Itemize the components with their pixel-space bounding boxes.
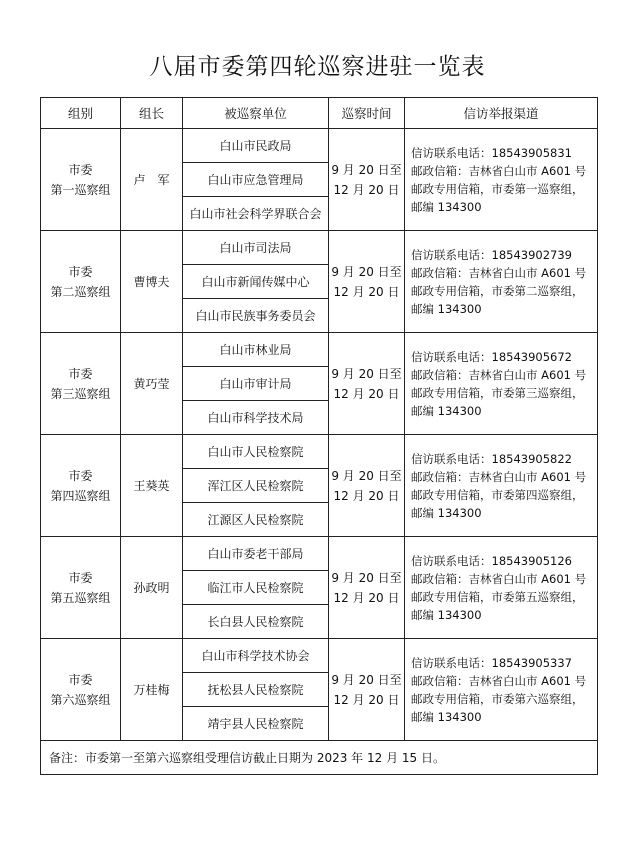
- mailbox-line-2: 邮政专用信箱，市委第五巡察组，: [411, 589, 584, 604]
- mailbox-line: 邮政信箱：吉林省白山市 A601 号: [411, 673, 587, 688]
- time-end: 12 月 20 日: [333, 386, 400, 401]
- inspected-unit: 临江市人民检察院: [183, 571, 328, 605]
- inspection-time: [329, 333, 405, 435]
- group-name-line2: 第三巡察组: [50, 386, 111, 401]
- time-start: 9 月 20 日至: [331, 468, 402, 483]
- inspected-unit: 白山市科学技术局: [207, 410, 304, 425]
- group-leader: 孙政明: [121, 537, 183, 639]
- mailbox-line-2: 邮政专用信箱，市委第一巡察组，: [411, 181, 584, 196]
- postcode-line: 邮编 134300: [411, 709, 482, 724]
- phone-line: 信访联系电话：18543905831: [411, 145, 572, 160]
- note-row: [41, 741, 598, 775]
- group-leader: 王葵英: [121, 435, 183, 537]
- inspected-unit: 浑江区人民检察院: [183, 469, 328, 503]
- time-end: 12 月 20 日: [333, 284, 400, 299]
- postcode-line: 邮编 134300: [411, 301, 482, 316]
- table-row: [41, 639, 598, 741]
- inspected-unit: 白山市科学技术协会: [183, 639, 328, 673]
- table-row: [41, 333, 598, 435]
- inspected-unit: 抚松县人民检察院: [183, 673, 328, 707]
- time-start: 9 月 20 日至: [331, 162, 402, 177]
- inspected-units: [183, 129, 329, 231]
- group-name-line1: 市委: [68, 672, 93, 687]
- group-leader: 曹博夫: [121, 231, 183, 333]
- group-name-line1: 市委: [68, 366, 93, 381]
- report-channels: [405, 129, 598, 231]
- group-name-line1: 市委: [68, 264, 93, 279]
- group-name-line2: 第一巡察组: [50, 182, 111, 197]
- postcode-line: 邮编 134300: [411, 607, 482, 622]
- inspected-unit: 白山市应急管理局: [183, 163, 328, 197]
- inspected-units: [183, 435, 329, 537]
- report-channels: [405, 435, 598, 537]
- mailbox-line: 邮政信箱：吉林省白山市 A601 号: [411, 469, 587, 484]
- group-leader: 万桂梅: [121, 639, 183, 741]
- inspection-time: [329, 537, 405, 639]
- postcode-line: 邮编 134300: [411, 199, 482, 214]
- inspection-table: [40, 97, 598, 775]
- mailbox-line-2: 邮政专用信箱，市委第四巡察组，: [411, 487, 584, 502]
- group-name-line2: 第五巡察组: [50, 590, 111, 605]
- group-name-line2: 第四巡察组: [50, 488, 111, 503]
- inspected-units: [183, 231, 329, 333]
- group-name: [41, 537, 121, 639]
- header-group: 组别: [41, 98, 121, 129]
- inspected-unit: 江源区人民检察院: [207, 512, 304, 527]
- group-name-line1: 市委: [68, 468, 93, 483]
- inspected-unit: 白山市委老干部局: [183, 537, 328, 571]
- group-name: [41, 435, 121, 537]
- time-start: 9 月 20 日至: [331, 366, 402, 381]
- table-row: [41, 231, 598, 333]
- mailbox-line: 邮政信箱：吉林省白山市 A601 号: [411, 571, 587, 586]
- group-leader: 卢 军: [121, 129, 183, 231]
- mailbox-line-2: 邮政专用信箱，市委第三巡察组，: [411, 385, 584, 400]
- header-units: 被巡察单位: [183, 98, 329, 129]
- group-name-line2: 第六巡察组: [50, 692, 111, 707]
- group-name-line1: 市委: [68, 162, 93, 177]
- phone-line: 信访联系电话：18543905822: [411, 451, 572, 466]
- inspected-unit: 白山市司法局: [183, 231, 328, 265]
- mailbox-line-2: 邮政专用信箱，市委第六巡察组，: [411, 691, 584, 706]
- group-leader: 黄巧莹: [121, 333, 183, 435]
- inspected-unit: 白山市林业局: [183, 333, 328, 367]
- mailbox-line: 邮政信箱：吉林省白山市 A601 号: [411, 163, 587, 178]
- header-channels: 信访举报渠道: [405, 98, 598, 129]
- group-name: [41, 639, 121, 741]
- table-row: [41, 537, 598, 639]
- phone-line: 信访联系电话：18543905126: [411, 553, 572, 568]
- header-time: 巡察时间: [329, 98, 405, 129]
- table-row: [41, 435, 598, 537]
- inspected-unit: 白山市人民检察院: [183, 435, 328, 469]
- inspected-unit: 白山市新闻传媒中心: [183, 265, 328, 299]
- table-row: [41, 129, 598, 231]
- inspected-units: [183, 333, 329, 435]
- inspected-unit: 白山市社会科学界联合会: [189, 206, 322, 221]
- header-row: [41, 98, 598, 129]
- time-end: 12 月 20 日: [333, 692, 400, 707]
- header-leader: 组长: [121, 98, 183, 129]
- group-name: [41, 231, 121, 333]
- inspected-units: [183, 639, 329, 741]
- report-channels: [405, 231, 598, 333]
- postcode-line: 邮编 134300: [411, 403, 482, 418]
- inspected-unit: 长白县人民检察院: [207, 614, 304, 629]
- group-name-line1: 市委: [68, 570, 93, 585]
- group-name-line2: 第二巡察组: [50, 284, 111, 299]
- page-title: 八届市委第四轮巡察进驻一览表: [149, 54, 486, 80]
- mailbox-line: 邮政信箱：吉林省白山市 A601 号: [411, 367, 587, 382]
- report-channels: [405, 639, 598, 741]
- group-name: [41, 129, 121, 231]
- phone-line: 信访联系电话：18543905337: [411, 655, 572, 670]
- inspection-time: [329, 639, 405, 741]
- postcode-line: 邮编 134300: [411, 505, 482, 520]
- time-start: 9 月 20 日至: [331, 264, 402, 279]
- inspection-time: [329, 435, 405, 537]
- inspected-unit: 靖宇县人民检察院: [207, 716, 304, 731]
- phone-line: 信访联系电话：18543902739: [411, 247, 572, 262]
- phone-line: 信访联系电话：18543905672: [411, 349, 572, 364]
- group-name: [41, 333, 121, 435]
- inspection-time: [329, 231, 405, 333]
- time-start: 9 月 20 日至: [331, 570, 402, 585]
- mailbox-line: 邮政信箱：吉林省白山市 A601 号: [411, 265, 587, 280]
- mailbox-line-2: 邮政专用信箱，市委第二巡察组，: [411, 283, 584, 298]
- report-channels: [405, 537, 598, 639]
- time-start: 9 月 20 日至: [331, 672, 402, 687]
- time-end: 12 月 20 日: [333, 182, 400, 197]
- report-channels: [405, 333, 598, 435]
- time-end: 12 月 20 日: [333, 590, 400, 605]
- inspected-unit: 白山市审计局: [183, 367, 328, 401]
- inspection-time: [329, 129, 405, 231]
- inspected-unit: 白山市民政局: [183, 129, 328, 163]
- inspected-units: [183, 537, 329, 639]
- note-text: 备注：市委第一至第六巡察组受理信访截止日期为 2023 年 12 月 15 日。: [41, 741, 598, 775]
- time-end: 12 月 20 日: [333, 488, 400, 503]
- inspected-unit: 白山市民族事务委员会: [195, 308, 316, 323]
